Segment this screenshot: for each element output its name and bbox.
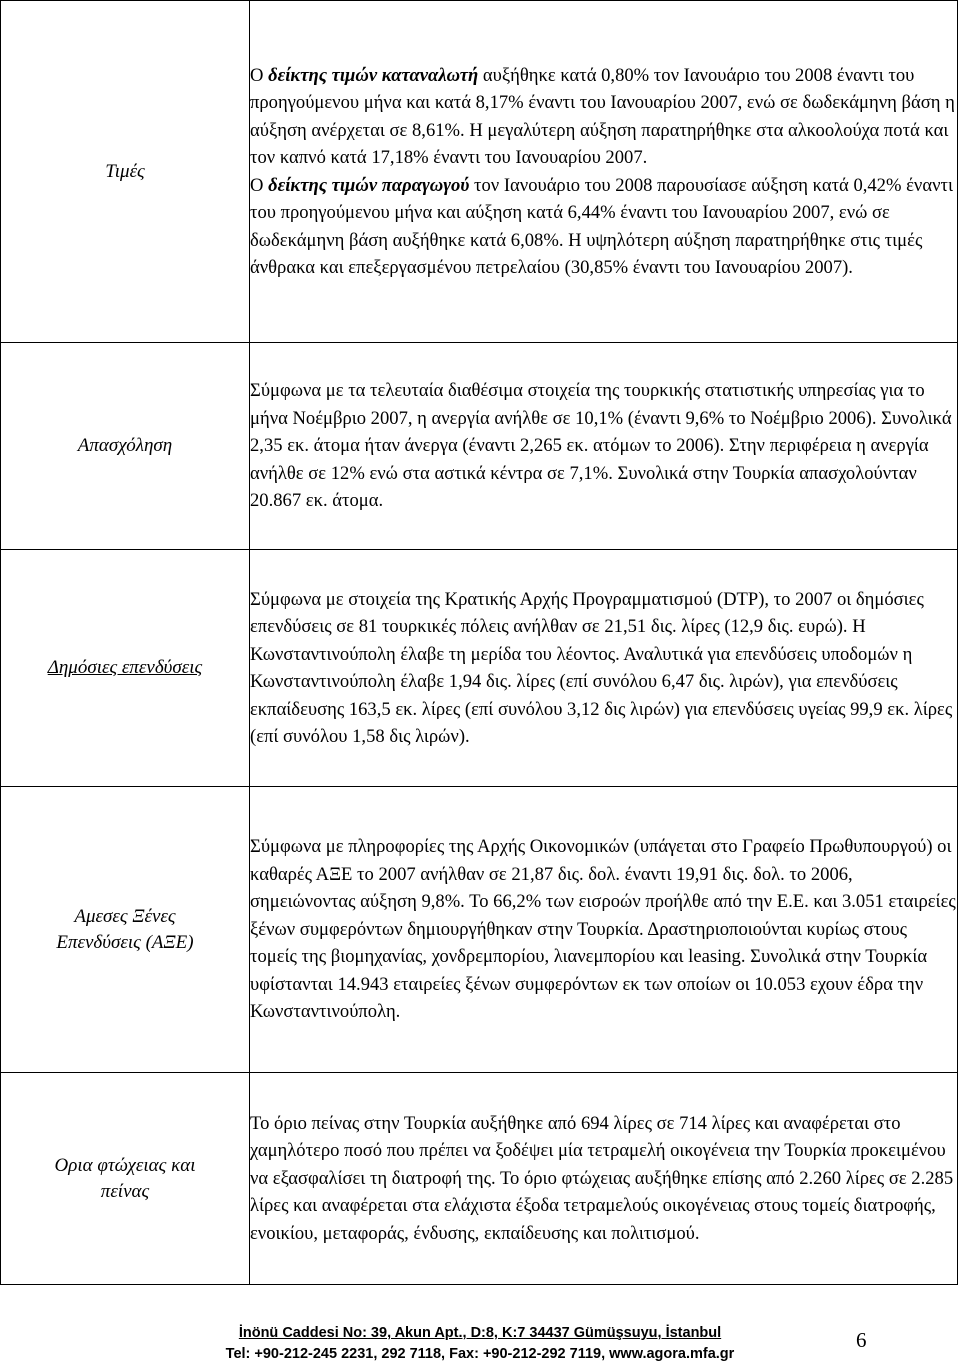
text-fragment: Ο (250, 174, 269, 196)
emphasis-consumer-price-index: δείκτης τιμών καταναλωτή (268, 64, 479, 86)
paragraph-public-investment: Σύμφωνα με στοιχεία της Κρατικής Αρχής Προγραμματισμού (DTP), το 2007 οι δημόσιες επενδύσεις σε 81 τουρκικές πόλεις ανήλθαν σε 21,51 δις. λίρες (12,9 δις. ευρώ). Η Κωνσταντινούπολη έλαβε τη μερίδα του λέοντος. Αναλυτικά για επενδύσεις υποδομών η Κωνσταντινούπολη έλαβε 1,94 δις. λίρες (επί συνόλου 6,47 δις. λιρών), για επενδύσεις εκπαίδευσης 163,5 εκ. λίρες (επί συνόλου 3,12 δις λιρών) για επενδύσεις υγείας 99,9 εκ. λίρες (επί συνόλου 1,58 δις λιρών). (250, 588, 953, 747)
row-label-text: Επενδύσεις (ΑΞΕ) (56, 931, 194, 953)
footer-contact: Tel: +90-212-245 2231, 292 7118, Fax: +90-212-292 7119, www.agora.mfa.gr (225, 1346, 735, 1362)
row-content-fdi (250, 787, 958, 1073)
row-label-text: Δημόσιες επενδύσεις (47, 657, 203, 678)
paragraph-fdi: Σύμφωνα με πληροφορίες της Αρχής Οικονομικών (υπάγεται στο Γραφείο Πρωθυπουργού) οι καθαρές ΑΞΕ το 2007 ανήλθαν σε 21,87 δις. δολ. έναντι 19,91 δις. δολ. το 2006, σημειώνοντας αύξηση 9,8%. Το 66,2% των εισροών προήλθε από την Ε.Ε. και 3.051 εταιρείες ξένων συμφερόντων δημιουργήθηκαν στην Τουρκία. Δραστηριοποιούνται κυρίως στους τομείς της βιομηχανίας, χονδρεμπορίου, λιανεμπορίου και leasing. Συνολικά στην Τουρκία υφίστανται 14.943 εταιρείες ξένων συμφερόντων εκ των οποίων οι 10.053 εχουν έδρα την Κωνσταντινούπολη. (250, 836, 956, 1023)
paragraph-consumer-price-index (250, 62, 957, 172)
table-row-public-investment (1, 550, 958, 787)
paragraph-producer-price-index (250, 172, 957, 282)
row-content-prices (250, 1, 958, 343)
row-label-text: Τιμές (105, 160, 145, 182)
table-row-employment (1, 343, 958, 550)
page-footer (0, 1323, 960, 1365)
row-label-employment (1, 343, 250, 550)
row-label-text: Απασχόληση (77, 435, 173, 456)
row-label-text: Αμεσες Ξένες (74, 905, 176, 927)
page-number: 6 (856, 1328, 867, 1352)
row-content-employment (250, 343, 958, 550)
row-label-poverty (1, 1073, 250, 1285)
row-label-prices (1, 1, 250, 343)
paragraph-employment: Σύμφωνα με τα τελευταία διαθέσιμα στοιχεία της τουρκικής στατιστικής υπηρεσίας για το μήνα Νοέμβριο 2007, η ανεργία ανήλθε σε 10,1% (έναντι 9,6% το Νοέμβριο 2006). Συνολικά 2,35 εκ. άτομα ήταν άνεργα (έναντι 2,265 εκ. ατόμων το 2006). Στην περιφέρεια η ανεργία ανήλθε σε 12% ενώ στα αστικά κέντρα σε 7,1%. Συνολικά στην Τουρκία απασχολούνταν 20.867 εκ. άτομα. (250, 380, 952, 512)
row-content-public-investment (250, 550, 958, 787)
row-content-poverty (250, 1073, 958, 1285)
footer-address: İnönü Caddesi No: 39, Akun Apt., D:8, K:7 34437 Gümüşsuyu, İstanbul (238, 1325, 722, 1341)
text-fragment: τον Ιανουάριο του 2008 παρουσίασε αύξηση κατά 0,42% έναντι του προηγούμενου μήνα και αύξηση κατά 6,44% έναντι του Ιανουαρίου 2007, ενώ σε δωδεκάμηνη βάση αυξήθηκε κατά 6,08%. Η υψηλότερη αύξηση παρατηρήθηκε στις τιμές άνθρακα και επεξεργασμένου πετρελαίου (30,85% έναντι του Ιανουαρίου 2007). (250, 174, 953, 278)
row-label-public-investment (1, 550, 250, 787)
row-label-text: Ορια φτώχειας και (54, 1154, 196, 1176)
text-fragment: αυξήθηκε κατά 0,80% τον Ιανουάριο του 2008 έναντι του προηγούμενου μήνα και κατά 8,17% έναντι του Ιανουαρίου 2007, ενώ σε δωδεκάμηνη βάση η αύξηση ανέρχεται σε 8,61%. Η μεγαλύτερη αύξηση παρατηρήθηκε στα αλκοολούχα ποτά και τον καπνό κατά 17,18% έναντι του Ιανουαρίου 2007. (250, 64, 955, 168)
paragraph-poverty: Το όριο πείνας στην Τουρκία αυξήθηκε από 694 λίρες σε 714 λίρες και αναφέρεται στο χαμηλότερο ποσό που πρέπει να ξοδέψει μία τετραμελή οικογένεια την Τουρκία προκειμένου να εξασφαλίσει τη διατροφή της. Το όριο φτώχειας αυξήθηκε επίσης από 2.260 λίρες σε 2.285 λίρες και αναφέρεται στα ελάχιστα έξοδα τετραμελούς οικογένειας στους τομείς διατροφής, ενοικίου, μεταφοράς, ένδυσης, εκπαίδευσης και πολιτισμού. (250, 1112, 954, 1244)
text-fragment: Ο (250, 64, 269, 86)
row-label-text: πείνας (100, 1180, 150, 1202)
table-row-poverty (1, 1073, 958, 1285)
table-row-prices (1, 1, 958, 343)
row-label-fdi (1, 787, 250, 1073)
table-row-fdi (1, 787, 958, 1073)
emphasis-producer-price-index: δείκτης τιμών παραγωγού (268, 174, 470, 196)
